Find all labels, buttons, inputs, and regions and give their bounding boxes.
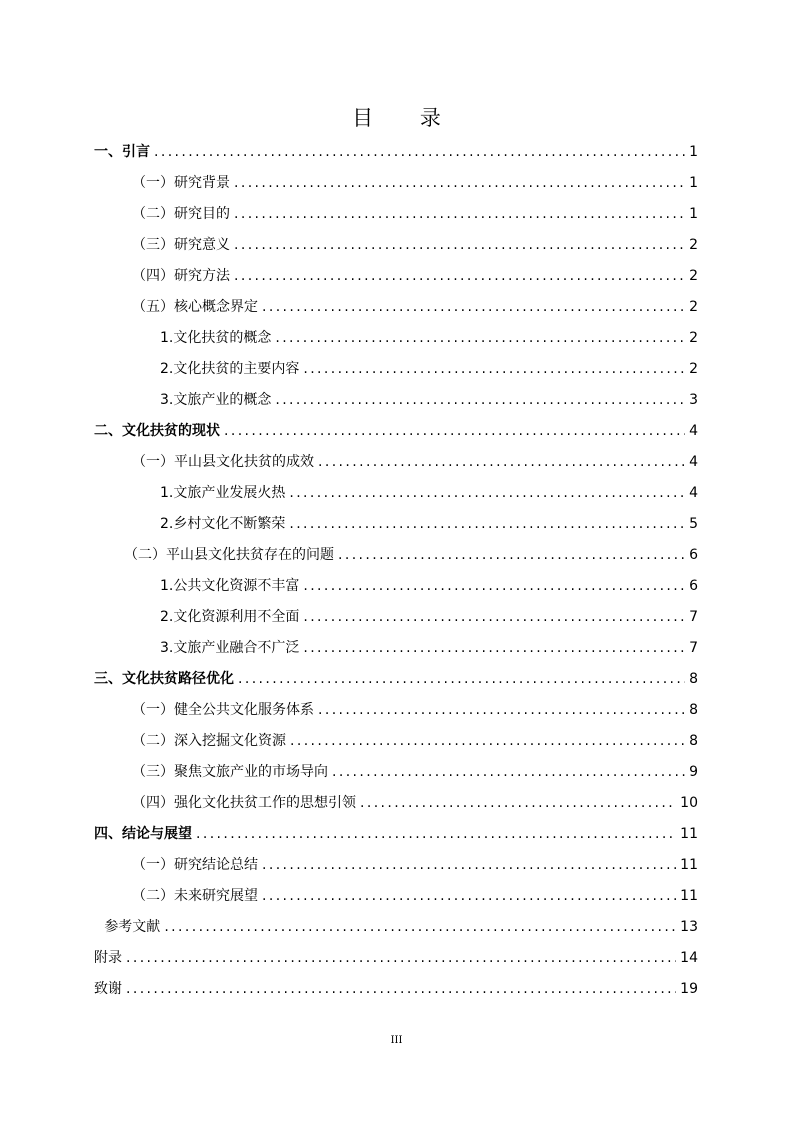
toc-leader-dots: [234, 230, 685, 261]
toc-entry-label: 结论与展望: [122, 826, 192, 842]
toc-entry-label: 谢: [108, 981, 122, 997]
toc-entry-label: 平山县文化扶贫存在的问题: [166, 547, 334, 563]
toc-entry-page: 11: [680, 857, 698, 873]
toc-entry[interactable]: [94, 509, 698, 540]
toc-entry-number: （三）: [132, 764, 174, 780]
toc-entry-number: （一）: [132, 175, 174, 191]
toc-entry-number: 致: [94, 981, 108, 997]
toc-leader-dots: [275, 323, 685, 354]
toc-entry-label: 参考文献: [104, 919, 161, 935]
toc-entry[interactable]: [94, 695, 698, 726]
toc-entry-number: 1.: [160, 485, 174, 501]
toc-entry[interactable]: [94, 323, 698, 354]
page-number-footer: III: [390, 1035, 403, 1046]
toc-entry-number: 3.: [160, 392, 174, 408]
toc-leader-dots: [164, 912, 676, 943]
toc-leader-dots: [303, 633, 685, 664]
toc-leader-dots: [234, 168, 685, 199]
toc-entry-page: 1: [689, 144, 698, 160]
toc-entry[interactable]: [94, 416, 698, 447]
toc-leader-dots: [289, 509, 685, 540]
toc-leader-dots: [360, 788, 676, 819]
toc-entry-label: 文化资源利用不全面: [173, 609, 300, 625]
toc-entry[interactable]: [94, 664, 698, 695]
toc-entry[interactable]: [94, 881, 698, 912]
toc-entry-page: 13: [680, 919, 698, 935]
toc-entry-number: 2.: [160, 516, 174, 532]
toc-entry[interactable]: [94, 261, 698, 292]
toc-entry-page: 10: [680, 795, 698, 811]
toc-entry[interactable]: [94, 819, 698, 850]
toc-entry[interactable]: [94, 850, 698, 881]
toc-entry-number: 三、: [94, 671, 122, 687]
toc-entry-label: 研究方法: [174, 268, 230, 284]
toc-leader-dots: [234, 199, 685, 230]
toc-entry-number: （二）: [132, 888, 174, 904]
toc-entry-page: 14: [680, 950, 698, 966]
toc-leader-dots: [196, 819, 676, 850]
toc-leader-dots: [262, 292, 685, 323]
toc-entry-label: 深入挖掘文化资源: [174, 733, 286, 749]
toc-entry-label: 核心概念界定: [174, 299, 258, 315]
toc-entry-label: 文旅产业的概念: [173, 392, 272, 408]
toc-leader-dots: [303, 571, 685, 602]
toc-entry-label: 录: [108, 950, 122, 966]
toc-entry-page: 8: [689, 702, 698, 718]
toc-entry-label: 文化扶贫路径优化: [122, 671, 234, 687]
toc-entry-label: 研究目的: [174, 206, 230, 222]
toc-leader-dots: [338, 540, 685, 571]
toc-entry[interactable]: [94, 137, 698, 168]
toc-entry-number: 1.: [160, 578, 174, 594]
toc-entry-label: 文旅产业发展火热: [173, 485, 286, 501]
toc-entry-number: （一）: [132, 454, 174, 470]
toc-title: 目 录: [352, 106, 461, 130]
toc-entry-page: 4: [689, 454, 698, 470]
toc-leader-dots: [234, 261, 685, 292]
toc-leader-dots: [289, 478, 685, 509]
toc-entry-label: 健全公共文化服务体系: [174, 702, 314, 718]
toc-leader-dots: [262, 850, 676, 881]
toc-entry-number: （三）: [132, 237, 174, 253]
toc-entry-page: 9: [689, 764, 698, 780]
toc-entry-page: 2: [689, 361, 698, 377]
toc-entry-label: 平山县文化扶贫的成效: [174, 454, 314, 470]
toc-entry-label: 文旅产业融合不广泛: [173, 640, 300, 656]
toc-entry-number: （一）: [132, 857, 174, 873]
toc-entry-page: 7: [689, 609, 698, 625]
toc-leader-dots: [262, 881, 676, 912]
toc-entry-label: 强化文化扶贫工作的思想引领: [174, 795, 356, 811]
toc-entry-page: 11: [680, 826, 698, 842]
toc-entry-label: 聚焦文旅产业的市场导向: [174, 764, 328, 780]
toc-entry-page: 1: [689, 175, 698, 191]
toc-entry-page: 2: [689, 330, 698, 346]
table-of-contents: [94, 137, 698, 1005]
toc-entry-label: 未来研究展望: [174, 888, 258, 904]
toc-entry-number: 3.: [160, 640, 174, 656]
toc-entry-number: 1.: [160, 330, 174, 346]
toc-entry-number: 2.: [160, 361, 174, 377]
toc-entry[interactable]: [94, 447, 698, 478]
toc-entry[interactable]: [94, 943, 698, 974]
toc-entry-page: 11: [680, 888, 698, 904]
toc-entry-label: 乡村文化不断繁荣: [173, 516, 286, 532]
toc-entry-label: 文化扶贫的现状: [122, 423, 220, 439]
toc-entry-page: 1: [689, 206, 698, 222]
toc-entry[interactable]: [94, 912, 698, 943]
toc-entry[interactable]: [94, 354, 698, 385]
toc-entry-label: 文化扶贫的主要内容: [173, 361, 300, 377]
toc-entry-number: （二）: [124, 547, 166, 563]
toc-entry-page: 3: [689, 392, 698, 408]
toc-entry-number: （四）: [132, 268, 174, 284]
toc-entry[interactable]: [94, 385, 698, 416]
toc-entry-page: 8: [689, 733, 698, 749]
toc-entry[interactable]: [94, 230, 698, 261]
toc-entry[interactable]: [94, 974, 698, 1005]
toc-entry-label: 文化扶贫的概念: [173, 330, 272, 346]
toc-entry-number: （一）: [132, 702, 174, 718]
toc-entry-number: （二）: [132, 733, 174, 749]
toc-entry-page: 6: [689, 578, 698, 594]
toc-entry[interactable]: [94, 602, 698, 633]
toc-entry-page: 19: [680, 981, 698, 997]
toc-entry-label: 研究意义: [174, 237, 230, 253]
toc-entry-page: 4: [689, 423, 698, 439]
toc-entry-page: 5: [689, 516, 698, 532]
toc-entry-page: 2: [689, 299, 698, 315]
toc-entry[interactable]: [94, 540, 698, 571]
toc-leader-dots: [318, 447, 685, 478]
toc-leader-dots: [275, 385, 685, 416]
toc-entry-label: 公共文化资源不丰富: [173, 578, 300, 594]
toc-entry-page: 2: [689, 268, 698, 284]
toc-entry[interactable]: [94, 478, 698, 509]
toc-entry-label: 引言: [122, 144, 150, 160]
toc-entry[interactable]: [94, 168, 698, 199]
toc-entry-page: 8: [689, 671, 698, 687]
toc-entry[interactable]: [94, 633, 698, 664]
toc-leader-dots: [154, 137, 685, 168]
toc-leader-dots: [318, 695, 685, 726]
toc-entry[interactable]: [94, 757, 698, 788]
toc-entry-label: 研究结论总结: [174, 857, 258, 873]
toc-entry-number: 一、: [94, 144, 122, 160]
toc-entry-number: 2.: [160, 609, 174, 625]
toc-entry-page: 4: [689, 485, 698, 501]
toc-entry-number: 二、: [94, 423, 122, 439]
toc-entry-page: 6: [689, 547, 698, 563]
toc-entry-page: 2: [689, 237, 698, 253]
toc-leader-dots: [290, 726, 685, 757]
toc-entry-number: （二）: [132, 206, 174, 222]
toc-leader-dots: [303, 354, 685, 385]
toc-entry-number: 四、: [94, 826, 122, 842]
toc-leader-dots: [126, 974, 676, 1005]
toc-entry-number: （四）: [132, 795, 174, 811]
toc-leader-dots: [238, 664, 685, 695]
toc-leader-dots: [332, 757, 685, 788]
toc-entry[interactable]: [94, 788, 698, 819]
toc-leader-dots: [126, 943, 676, 974]
toc-entry[interactable]: [94, 726, 698, 757]
toc-entry-number: （五）: [132, 299, 174, 315]
toc-entry-page: 7: [689, 640, 698, 656]
toc-entry-number: 附: [94, 950, 108, 966]
toc-entry[interactable]: [94, 199, 698, 230]
toc-entry[interactable]: [94, 571, 698, 602]
toc-leader-dots: [303, 602, 685, 633]
toc-leader-dots: [224, 416, 685, 447]
toc-entry[interactable]: [94, 292, 698, 323]
toc-entry-label: 研究背景: [174, 175, 230, 191]
